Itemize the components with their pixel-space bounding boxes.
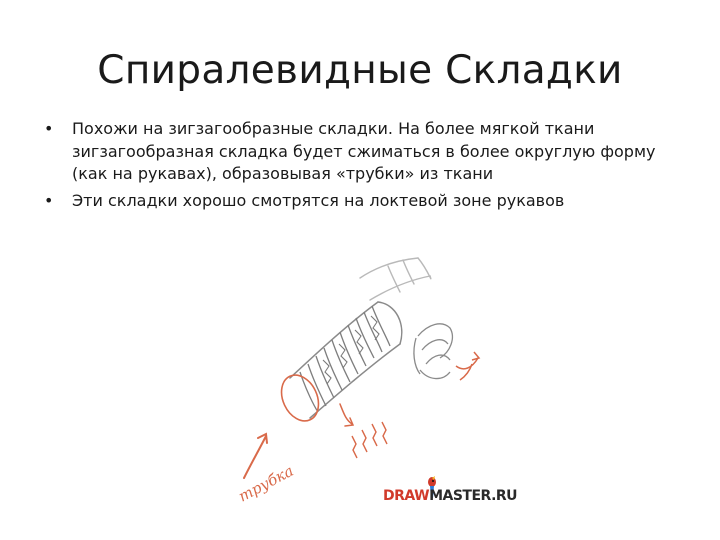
coil-arrow: [456, 352, 479, 380]
coil-sketch: [414, 324, 452, 379]
handwritten-label: трубка: [235, 461, 297, 506]
logo-part-draw: DRAW: [383, 488, 430, 504]
logo-part-master: MASTER.RU: [429, 488, 518, 504]
tube-upper-sketch: [360, 258, 431, 300]
label-arrow: [244, 434, 267, 478]
site-logo: [383, 488, 517, 504]
tube-opening: [274, 369, 325, 427]
bullet-list: [44, 118, 664, 216]
bullet-marker: •: [44, 119, 54, 138]
bullet-text: Эти складки хорошо смотрятся на локтевой зоне рукавов: [72, 190, 565, 210]
bullet-text: Похожи на зигзагообразные складки. На более мягкой ткани зигзагообразная складка будет сжиматься в более округлую форму (как на рукавах), образовывая «трубки» из ткани: [72, 119, 656, 183]
slide-title: Спиралевидные Складки: [97, 48, 623, 93]
small-folds: [352, 422, 387, 458]
spiral-tube: [290, 302, 402, 418]
spiral-folds-illustration: [228, 240, 508, 530]
bullet-item: [44, 190, 664, 213]
bullet-item: [44, 118, 664, 186]
fold-arrow: [340, 404, 353, 426]
bullet-marker: •: [44, 190, 54, 210]
